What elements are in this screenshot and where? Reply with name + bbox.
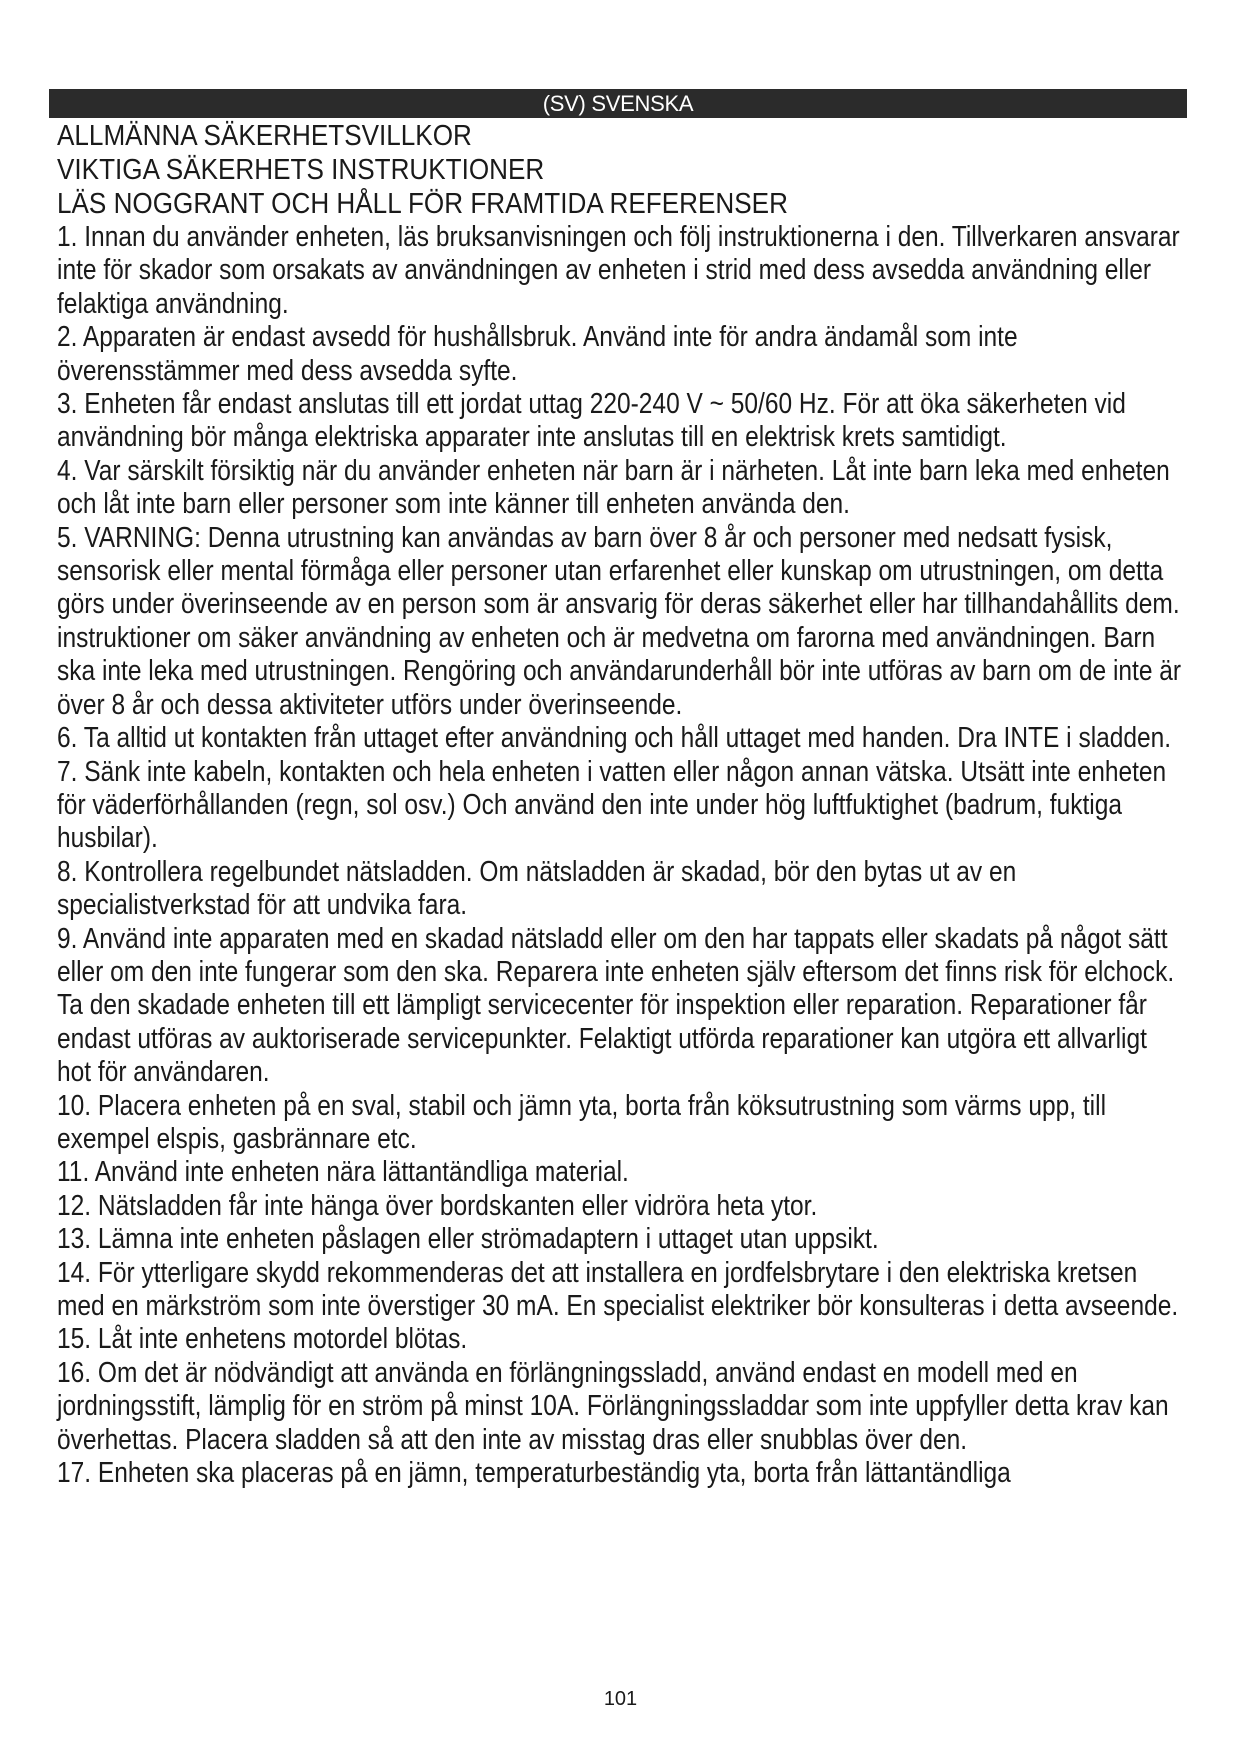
safety-item-3: 3. Enheten får endast anslutas till ett jordat uttag 220-240 V ~ 50/60 Hz. För att öka säkerheten vid användning bör många elektriska apparater inte anslutas till en elektrisk krets samtidigt. <box>57 388 1126 454</box>
heading-general-safety: ALLMÄNNA SÄKERHETSVILLKOR <box>57 120 472 152</box>
safety-item-6: 6. Ta alltid ut kontakten från uttaget efter användning och håll uttaget med handen. Dra INTE i sladden. <box>57 722 1172 755</box>
language-header-bar: (SV) SVENSKA <box>49 89 1187 118</box>
safety-item-5: 5. VARNING: Denna utrustning kan användas av barn över 8 år och personer med nedsatt fysisk, sensorisk eller mental förmåga eller personer utan erfarenhet eller kunskap om utrustningen, om detta görs under överinseende av en person som är ansvarig för deras säkerhet eller har tillhandahållits dem. instruktioner om säker användning av enheten och är medvetna om farorna med användningen. Barn ska inte leka med utrustningen. Rengöring och användarunderhåll bör inte utföras av barn om de inte är över 8 år och dessa aktiviteter utförs under överinseende. <box>57 521 1182 721</box>
heading-important-instructions: VIKTIGA SÄKERHETS INSTRUKTIONER <box>57 154 545 186</box>
safety-item-1: 1. Innan du använder enheten, läs bruksanvisningen och följ instruktionerna i den. Tillverkaren ansvarar inte för skador som orsakats av användningen av enheten i strid med dess avsedda användning eller felaktiga användning. <box>57 221 1180 320</box>
safety-item-14: 14. För ytterligare skydd rekommenderas det att installera en jordfelsbrytare i den elektriska kretsen med en märkström som inte överstiger 30 mA. En specialist elektriker bör konsulteras i detta avseende. <box>57 1256 1179 1322</box>
safety-item-7: 7. Sänk inte kabeln, kontakten och hela enheten i vatten eller någon annan vätska. Utsätt inte enheten för väderförhållanden (regn, sol osv.) Och använd den inte under hög luftfuktighet (badrum, fuktiga husbilar). <box>57 755 1167 855</box>
safety-item-17: 17. Enheten ska placeras på en jämn, temperaturbeständig yta, borta från lättantändliga <box>57 1457 1011 1490</box>
safety-item-9: 9. Använd inte apparaten med en skadad nätsladd eller om den har tappats eller skadats på något sätt eller om den inte fungerar som den ska. Reparera inte enheten själv eftersom det finns risk för elchock. Ta den skadade enheten till ett lämpligt servicecenter för inspektion eller reparation. Reparationer får endast utföras av auktoriserade servicepunkter. Felaktigt utförda reparationer kan utgöra ett allvarligt hot för användaren. <box>57 922 1175 1089</box>
safety-item-16: 16. Om det är nödvändigt att använda en förlängningssladd, använd endast en modell med en jordningsstift, lämplig för en ström på minst 10A. Förlängningssladdar som inte uppfyller detta krav kan överhettas. Placera sladden så att den inte av misstag dras eller snubblas över den. <box>57 1356 1169 1456</box>
safety-item-12: 12. Nätsladden får inte hänga över bordskanten eller vidröra heta ytor. <box>57 1189 818 1222</box>
safety-item-8: 8. Kontrollera regelbundet nätsladden. Om nätsladden är skadad, bör den bytas ut av en specialistverkstad för att undvika fara. <box>57 855 1017 922</box>
safety-item-11: 11. Använd inte enheten nära lättantändliga material. <box>57 1156 629 1189</box>
heading-read-carefully: LÄS NOGGRANT OCH HÅLL FÖR FRAMTIDA REFERENSER <box>57 188 788 220</box>
safety-item-15: 15. Låt inte enhetens motordel blötas. <box>57 1323 468 1356</box>
safety-item-10: 10. Placera enheten på en sval, stabil och jämn yta, borta från köksutrustning som värms upp, till exempel elspis, gasbrännare etc. <box>57 1089 1107 1155</box>
safety-item-13: 13. Lämna inte enheten påslagen eller strömadaptern i uttaget utan uppsikt. <box>57 1223 879 1256</box>
safety-item-4: 4. Var särskilt försiktig när du använder enheten när barn är i närheten. Låt inte barn leka med enheten och låt inte barn eller personer som inte känner till enheten använda den. <box>57 454 1170 521</box>
page-number: 101 <box>603 1688 638 1710</box>
safety-content <box>57 119 1197 1490</box>
safety-item-2: 2. Apparaten är endast avsedd för hushållsbruk. Använd inte för andra ändamål som inte överensstämmer med dess avsedda syfte. <box>57 321 1018 387</box>
